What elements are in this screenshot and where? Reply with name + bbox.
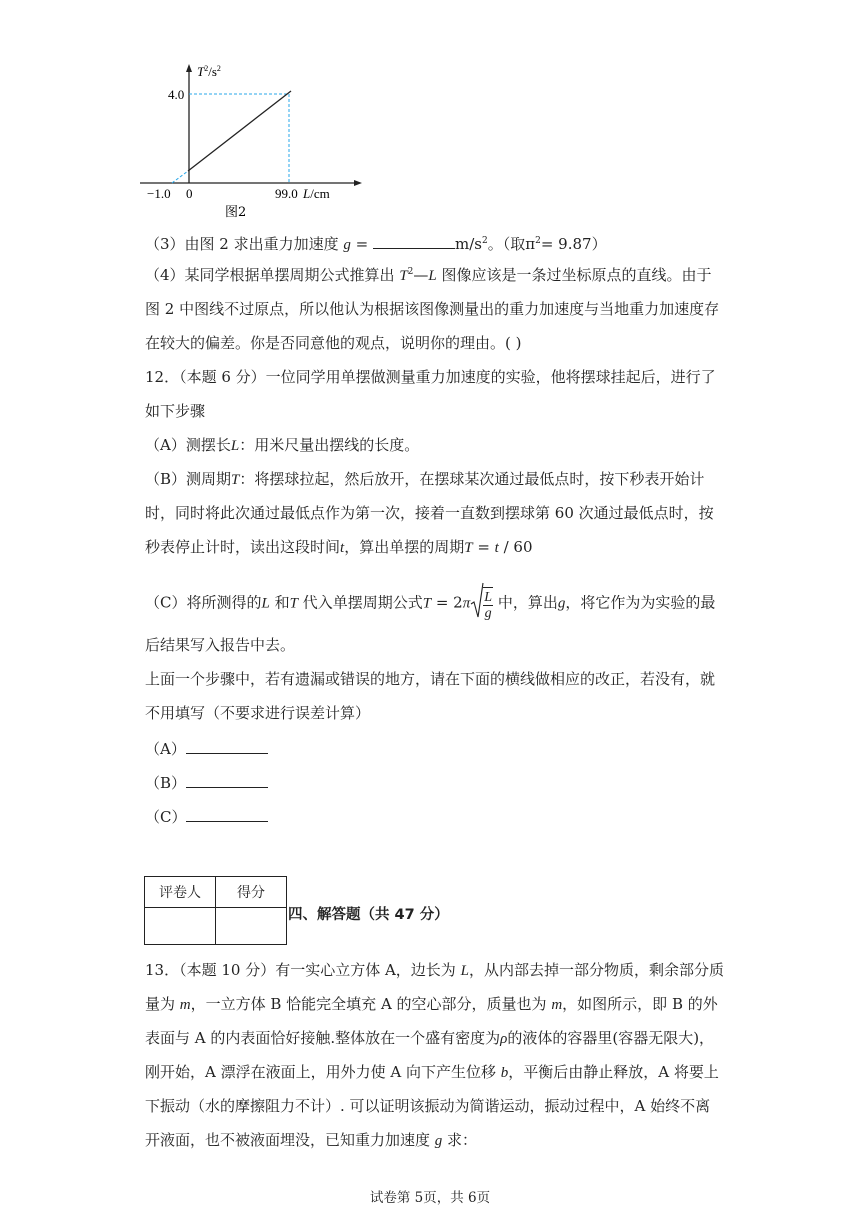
q12-blank-b-line: （B）: [145, 771, 268, 793]
grader-cell[interactable]: [145, 908, 216, 945]
fraction-L-over-g: $\frac{L}{g}$: [483, 587, 493, 621]
data-line: [188, 91, 291, 171]
x-axis-label: L/cm: [303, 186, 330, 201]
q12-line-1: 12．（本题 6 分）一位同学用单摆做测量重力加速度的实验，他将摆球挂起后，进行了: [145, 368, 716, 386]
q13-line-5: 下振动（水的摩擦阻力不计）. 可以证明该振动为简谐运动，振动过程中，A 始终不离: [145, 1097, 711, 1115]
grader-header: 评卷人: [145, 877, 216, 908]
figure-caption: 图2: [225, 205, 247, 220]
grader-table: [144, 876, 287, 945]
score-cell[interactable]: [216, 908, 287, 945]
y-axis-arrow: [186, 64, 192, 72]
q12-blank-c[interactable]: [186, 805, 268, 822]
q4-line-2: 图 2 中图线不过原点，所以他认为根据该图像测量出的重力加速度与当地重力加速度存: [145, 300, 720, 318]
q3-line: （3）由图 2 求出重力加速度 $g = m/s^2$。（取$\pi^2= 9.87$）: [145, 232, 607, 255]
q12-instruction-1: 上面一个步骤中，若有遗漏或错误的地方，请在下面的横线做相应的改正，若没有，就: [145, 670, 716, 688]
score-header: 得分: [216, 877, 287, 908]
q13-line-2: 量为 m，一立方体 B 恰能完全填充 A 的空心部分，质量也为 m，如图所示，即 B 的外: [145, 995, 718, 1013]
q12-step-c-2: 后结果写入报告中去。: [145, 636, 296, 654]
y-tick-4: 4.0: [168, 87, 185, 102]
q12-blank-a[interactable]: [186, 737, 268, 754]
q13-line-6: 开液面，也不被液面埋没，已知重力加速度 g 求：: [145, 1131, 478, 1149]
q13-line-3: 表面与 A 的内表面恰好接触.整体放在一个盛有密度为ρ的液体的容器里(容器无限大)，: [145, 1029, 715, 1047]
x-tick-99: 99.0: [275, 186, 298, 201]
q4-line-1: （4）某同学根据单摆周期公式推算出 $T^2—L$ 图像应该是一条过坐标原点的直线。由于: [145, 266, 712, 284]
q12-blank-b[interactable]: [186, 771, 268, 788]
x-tick-0: 0: [186, 186, 193, 201]
extension-dashed: [172, 171, 188, 183]
q12-step-c-1: （C）将所测得的L 和T 代入单摆周期公式T = 2π $\frac{L}{g}$ 中，算出g，将它作为为实验的最: [145, 582, 715, 625]
q12-instruction-2: 不用填写（不要求进行误差计算）: [145, 704, 371, 722]
y-axis-label: $T^2/s^2$: [197, 64, 221, 79]
figure-2-graph: [140, 58, 370, 228]
page-footer: 试卷第 5页，共 6页: [369, 1190, 491, 1206]
q12-step-b-3: 秒表停止计时，读出这段时间t，算出单摆的周期T = t / 60: [145, 538, 533, 556]
sqrt-symbol: [470, 582, 484, 625]
q12-blank-a-line: （A）: [145, 737, 268, 759]
q4-line-3: 在较大的偏差。你是否同意他的观点，说明你的理由。( ): [145, 334, 522, 352]
q3-answer-blank[interactable]: [373, 232, 455, 249]
x-tick-neg1: −1.0: [147, 186, 171, 201]
q12-step-b-2: 时，同时将此次通过最低点作为第一次，接着一直数到摆球第 60 次通过最低点时，按: [145, 504, 714, 522]
x-axis-arrow: [354, 180, 362, 186]
section-4-title: 四、解答题（共 47 分）: [288, 907, 449, 923]
q13-line-1: 13．（本题 10 分）有一实心立方体 A，边长为 L，从内部去掉一部分物质，剩余部分质: [145, 961, 724, 979]
q12-line-2: 如下步骤: [145, 402, 206, 420]
q12-blank-c-line: （C）: [145, 805, 268, 827]
q12-step-a: （A）测摆长L：用米尺量出摆线的长度。: [145, 436, 420, 454]
q12-step-b-1: （B）测周期T：将摆球拉起，然后放开，在摆球某次通过最低点时，按下秒表开始计: [145, 470, 705, 488]
q13-line-4: 刚开始，A 漂浮在液面上，用外力使 A 向下产生位移 b，平衡后由静止释放，A 将要上: [145, 1063, 719, 1081]
